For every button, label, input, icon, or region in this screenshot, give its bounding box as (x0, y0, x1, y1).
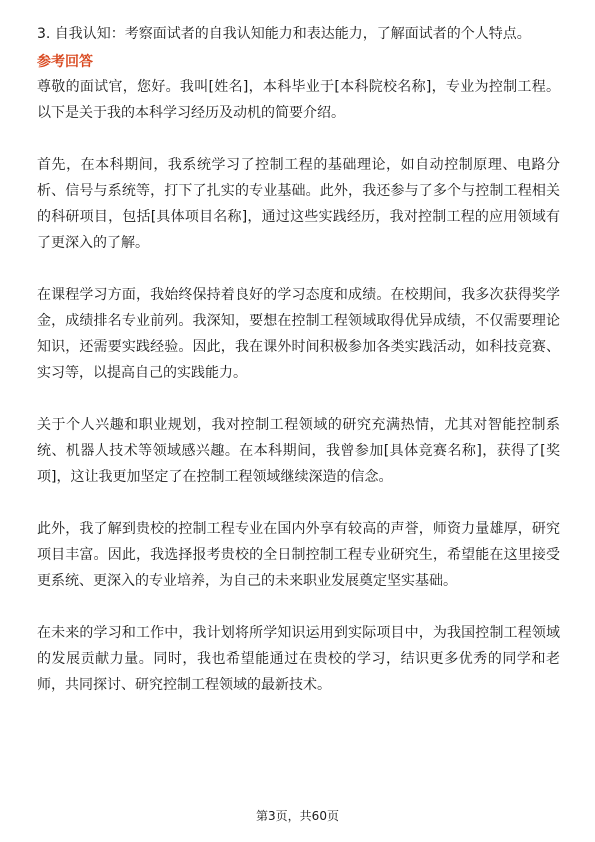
answer-paragraph-intro: 尊敬的面试官，您好。我叫[姓名]，本科毕业于[本科院校名称]，专业为控制工程。以下是关于我的本科学习经历及动机的简要介绍。 (37, 79, 560, 121)
page-number: 第3页，共60页 (256, 809, 339, 823)
reference-answer-label: 参考回答 (37, 54, 93, 70)
question-title: 3. 自我认知：考察面试者的自我认知能力和表达能力，了解面试者的个人特点。 (37, 26, 531, 42)
page-content (37, 18, 560, 724)
answer-paragraph-future-plan: 在未来的学习和工作中，我计划将所学知识运用到实际项目中，为我国控制工程领域的发展贡献力量。同时，我也希望能通过在贵校的学习，结识更多优秀的同学和老师，共同探讨、研究控制工程领域的最新技术。 (37, 625, 560, 693)
answer-paragraph-interests: 关于个人兴趣和职业规划，我对控制工程领域的研究充满热情，尤其对智能控制系统、机器人技术等领域感兴趣。在本科期间，我曾参加[具体竞赛名称]，获得了[奖项]，这让我更加坚定了在控制工程领域继续深造的信念。 (37, 417, 560, 485)
answer-paragraph-school-choice: 此外，我了解到贵校的控制工程专业在国内外享有较高的声誉，师资力量雄厚，研究项目丰富。因此，我选择报考贵校的全日制控制工程专业研究生，希望能在这里接受更系统、更深入的专业培养，为自己的未来职业发展奠定坚实基础。 (37, 521, 560, 589)
answer-paragraph-coursework: 在课程学习方面，我始终保持着良好的学习态度和成绩。在校期间，我多次获得奖学金，成绩排名专业前列。我深知，要想在控制工程领域取得优异成绩，不仅需要理论知识，还需要实践经验。因此，我在课外时间积极参加各类实践活动，如科技竞赛、实习等，以提高自己的实践能力。 (37, 287, 560, 381)
answer-paragraph-foundation: 首先，在本科期间，我系统学习了控制工程的基础理论，如自动控制原理、电路分析、信号与系统等，打下了扎实的专业基础。此外，我还参与了多个与控制工程相关的科研项目，包括[具体项目名称]，通过这些实践经历，我对控制工程的应用领域有了更深入的了解。 (37, 157, 560, 251)
